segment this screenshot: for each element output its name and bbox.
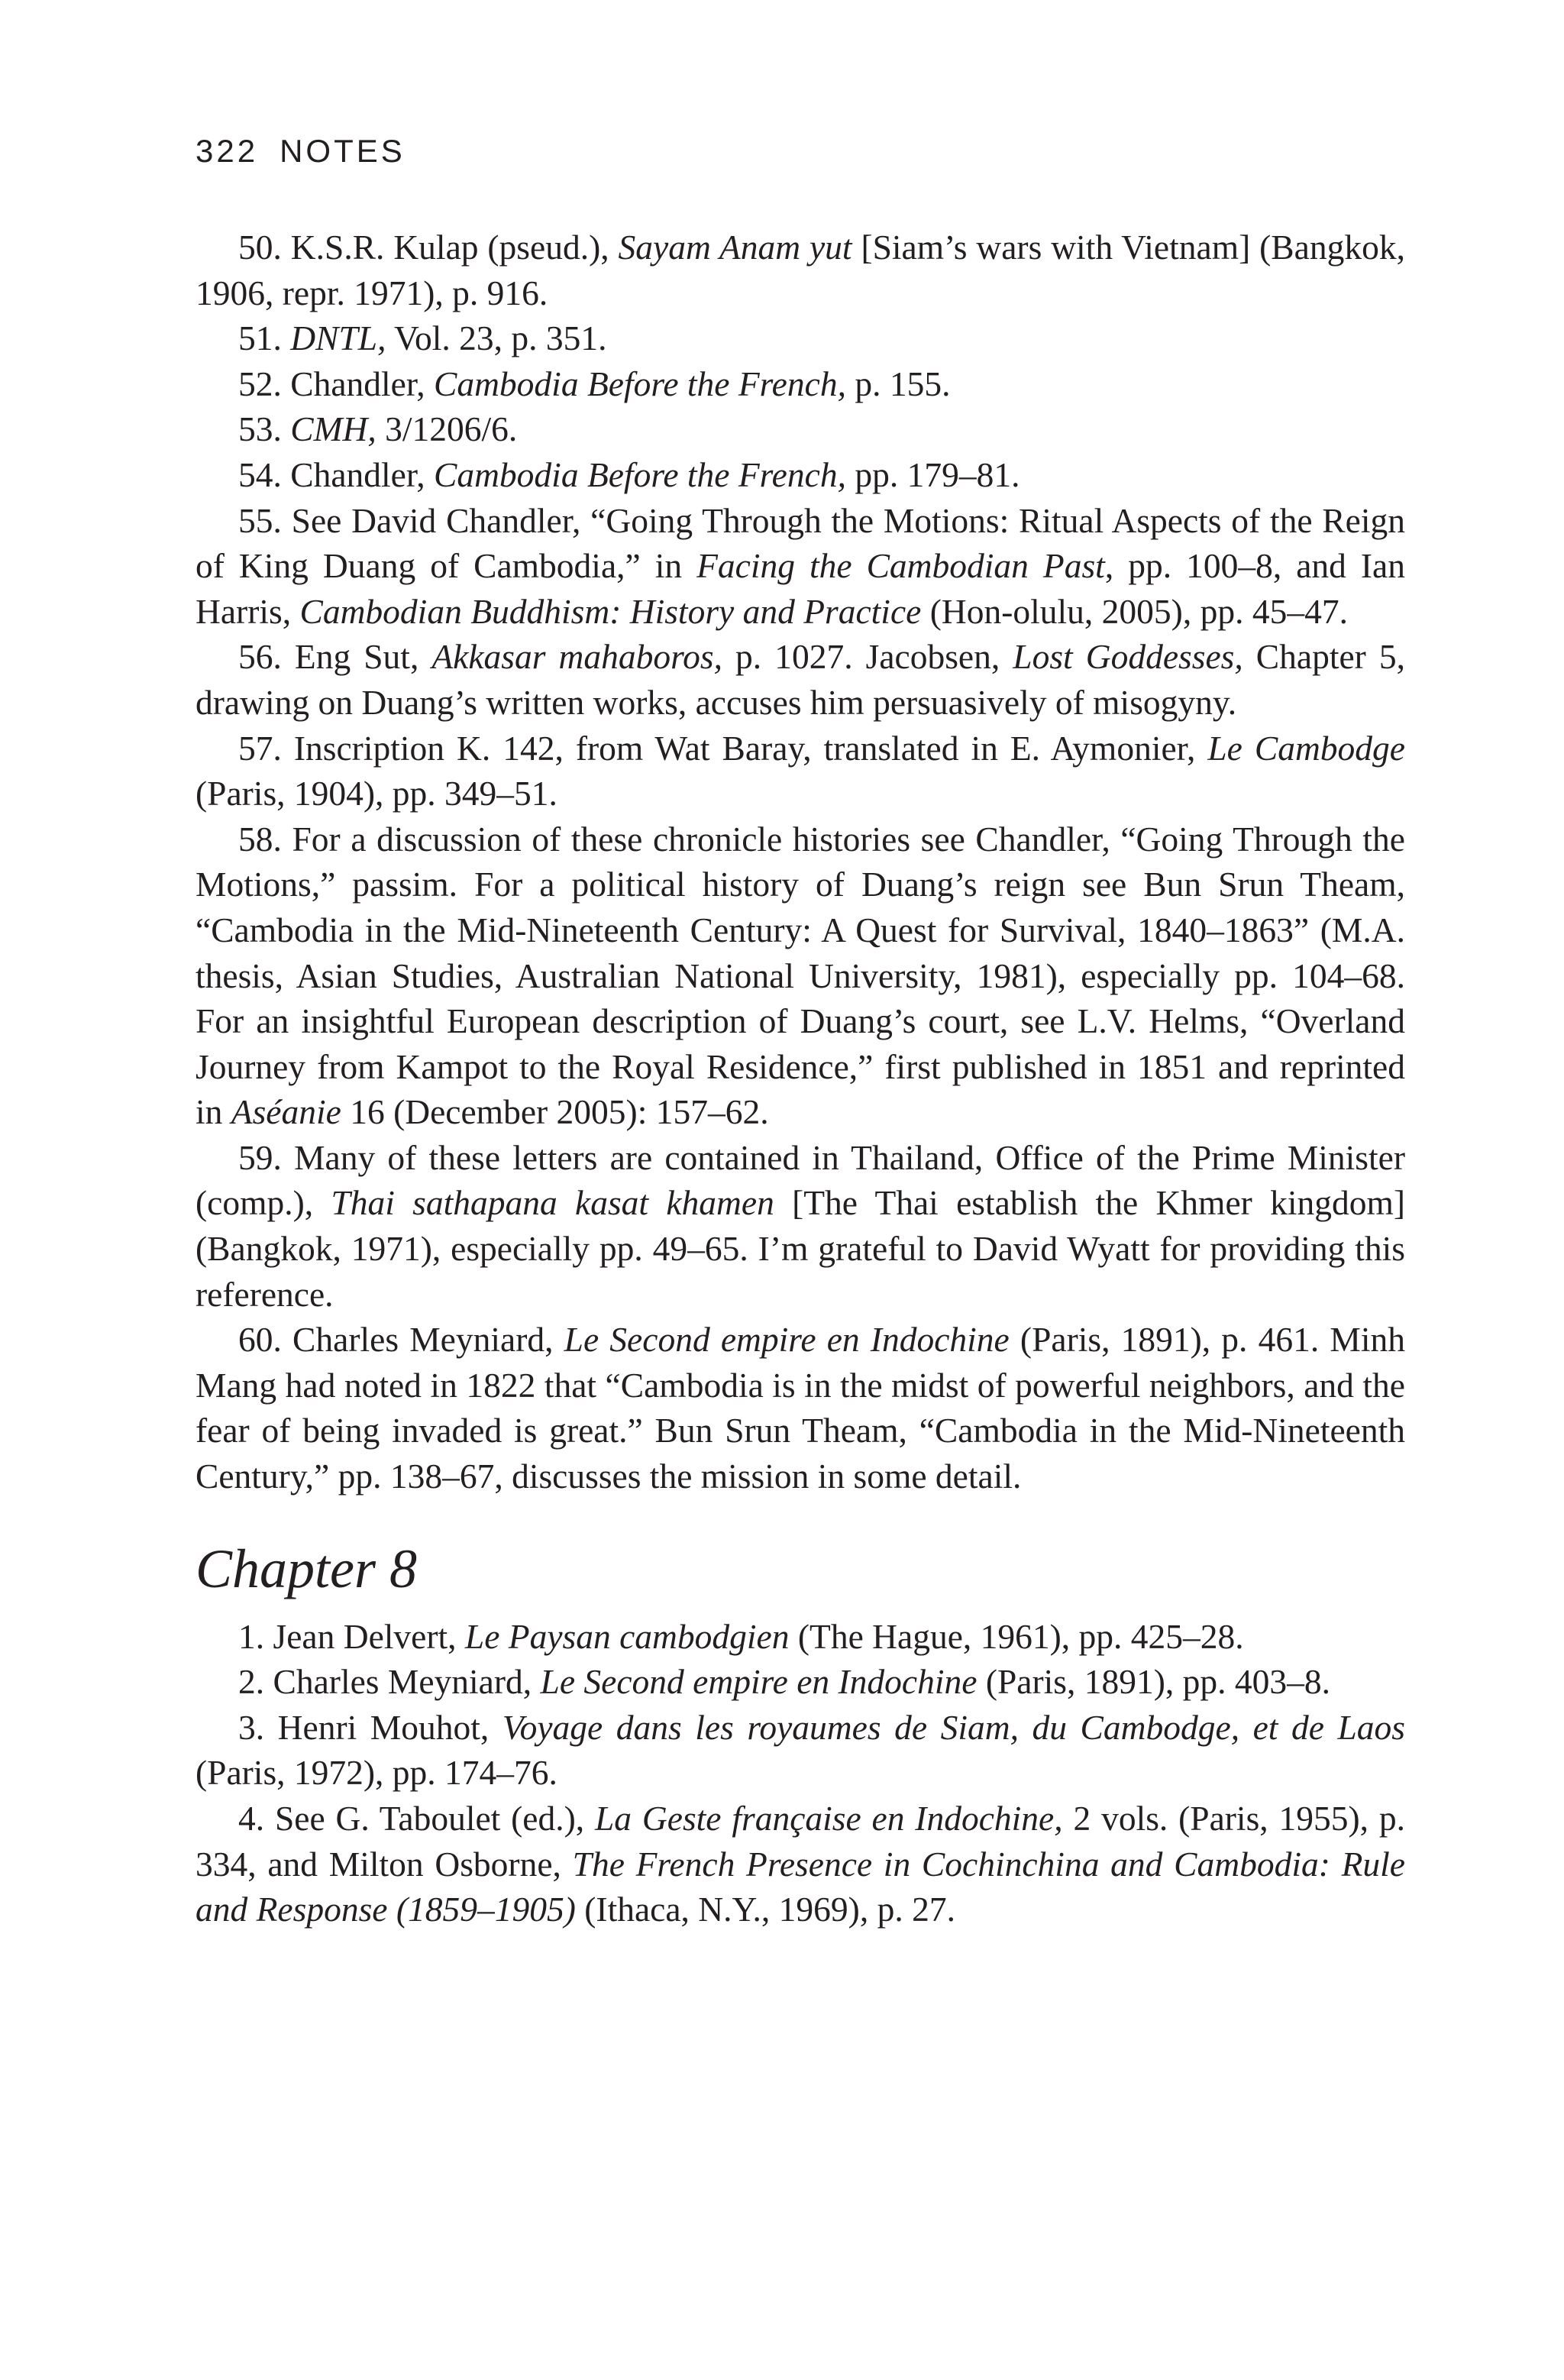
footnote-text: Many of these letters are contained in Thailand, Office of the Prime Minister (comp.), [196, 1137, 1405, 1223]
footnote-text: Inscription K. 142, from Wat Baray, translated in E. Aymonier, [281, 728, 1208, 768]
footnote-number: 54. [238, 454, 282, 494]
footnote-italic-title: Le Cambodge [1207, 728, 1406, 768]
footnote-number: 1. [238, 1616, 265, 1656]
footnote [196, 452, 1405, 498]
footnote-italic-title: Lost Goddesses, [1013, 637, 1243, 677]
footnote-text: (Paris, 1891), pp. 403–8. [977, 1662, 1331, 1702]
footnote [196, 315, 1405, 361]
footnote-text: Jean Delvert, [264, 1616, 465, 1656]
footnote-text: Chandler, [281, 454, 434, 494]
footnote-number: 57. [238, 728, 282, 768]
footnote-number: 59. [238, 1137, 282, 1177]
footnote-italic-title: The French Presence in Cochinchina and Cambodia: Rule and Response (1859–1905) [196, 1844, 1405, 1929]
footnote-number: 55. [238, 500, 282, 540]
footnote-italic-title: La Geste française en Indochine, [595, 1799, 1063, 1838]
footnote-text: Charles Meyniard, [281, 1320, 564, 1360]
footnote-number: 51. [238, 319, 282, 358]
footnote-text: [The Thai establish the Khmer kingdom] (Bangkok, 1971), especially pp. 49–65. I’m grateful to David Wyatt for providing this reference. [196, 1183, 1406, 1314]
footnote-italic-title: Le Second empire en Indochine [564, 1320, 1010, 1360]
footnote [196, 1317, 1405, 1499]
footnote-text: pp. 179–81. [845, 454, 1020, 494]
footnote-text: (Paris, 1891), p. 461. Minh Mang had noted in 1822 that “Cambodia is in the midst of powerful neighbors, and the fear of being invaded is great.” Bun Srun Theam, “Cambodia in the Mid-Nineteenth Century,” pp. 138–67, discusses the mission in some detail. [196, 1320, 1405, 1496]
footnote-text: (Paris, 1904), pp. 349–51. [196, 774, 557, 813]
footnote-text: 16 (December 2005): 157–62. [341, 1092, 769, 1132]
footnote-italic-title: Le Paysan cambodgien [464, 1616, 790, 1656]
footnote-italic-title: Thai sathapana kasat khamen [331, 1183, 774, 1223]
footnote-number: 2. [238, 1662, 265, 1702]
footnote-number: 56. [238, 637, 282, 677]
footnote-italic-title: Akkasar mahaboros, [431, 637, 722, 677]
footnote-italic-title: Cambodian Buddhism: History and Practice [299, 591, 922, 631]
footnote-italic-title: Voyage dans les royaumes de Siam, du Cambodge, et de Laos [502, 1707, 1405, 1747]
footnote-text: Vol. 23, p. 351. [386, 319, 607, 358]
footnote-number: 52. [238, 364, 282, 403]
footnote [196, 361, 1405, 407]
footnote-italic-title: Cambodia Before the French, [433, 454, 846, 494]
footnote-italic-title: CMH, [290, 409, 376, 449]
footnote [196, 1135, 1405, 1317]
section-title: NOTES [280, 133, 406, 169]
chapter-heading: Chapter 8 [196, 1538, 418, 1599]
footnote-text: 2 vols. (Paris, 1955), p. 334, and Milton Osborne, [196, 1799, 1405, 1884]
footnote [196, 1659, 1405, 1705]
footnote [196, 225, 1405, 315]
footnote-text: (Ithaca, N.Y., 1969), p. 27. [575, 1890, 955, 1929]
footnote [196, 498, 1405, 635]
footnote-italic-title: Aséanie [231, 1092, 341, 1132]
footnote-text: (The Hague, 1961), pp. 425–28. [789, 1616, 1244, 1656]
footnote-text: Eng Sut, [281, 637, 432, 677]
footnote-number: 58. [238, 819, 282, 859]
footnote [196, 634, 1405, 725]
footnote-text: p. 155. [845, 364, 951, 403]
footnote-number: 50. [238, 228, 282, 267]
footnote-number: 53. [238, 409, 282, 449]
footnote-text: p. 1027. Jacobsen, [722, 637, 1013, 677]
footnote-text [282, 409, 290, 448]
footnote-number: 60. [238, 1320, 282, 1360]
footnote-text: 3/1206/6. [376, 409, 518, 449]
footnote-text: For a discussion of these chronicle histories see Chandler, “Going Through the Motions,” passim. For a political history of Duang’s reign see Bun Srun Theam, “Cambodia in the Mid-Nineteenth Century: A Quest for Survival, 1840–1863” (M.A. thesis, Asian Studies, Australian National University, 1981), especially pp. 104–68. For an insightful European description of Duang’s court, see L.V. Helms, “Overland Journey from Kampot to the Royal Residence,” first published in 1851 and reprinted in [196, 819, 1405, 1132]
footnote-text: See David Chandler, “Going Through the Motions: Ritual Aspects of the Reign of King Duang of Cambodia,” in [196, 500, 1405, 586]
footnote [196, 406, 1405, 452]
footnote-number: 3. [238, 1707, 265, 1747]
footnote [196, 1614, 1405, 1660]
footnote [196, 817, 1405, 1135]
page [196, 128, 1405, 1932]
footnote-text: (Hon-olulu, 2005), pp. 45–47. [921, 591, 1348, 631]
footnote-text: Henri Mouhot, [264, 1707, 502, 1747]
footnote-italic-title: Sayam Anam yut [618, 228, 852, 267]
footnote-text: [Siam’s wars with Vietnam] (Bangkok, 1906, repr. 1971), p. 916. [196, 228, 1405, 312]
footnote-italic-title: DNTL, [290, 319, 386, 358]
footnote-text: See G. Taboulet (ed.), [264, 1799, 595, 1838]
footnote-text: Chapter 5, drawing on Duang’s written works, accuses him persuasively of misogyny. [196, 637, 1405, 722]
notes-before-list [196, 225, 1405, 1499]
footnote-text [282, 319, 290, 357]
footnote-text: K.S.R. Kulap (pseud.), [281, 228, 619, 267]
footnote-italic-title: Cambodia Before the French, [433, 364, 846, 403]
footnote [196, 1705, 1405, 1796]
notes-after-list [196, 1614, 1405, 1932]
footnote-text: Charles Meyniard, [264, 1662, 541, 1702]
footnote [196, 1796, 1405, 1932]
page-number: 322 [196, 133, 259, 169]
footnote-text: (Paris, 1972), pp. 174–76. [196, 1753, 557, 1793]
footnote-number: 4. [238, 1799, 265, 1838]
running-header [196, 128, 1405, 174]
footnote [196, 726, 1405, 817]
footnote-italic-title: Facing the Cambodian Past [696, 546, 1105, 586]
footnote-text: , pp. 100–8, and Ian Harris, [196, 546, 1406, 631]
footnote-text: Chandler, [281, 364, 434, 403]
footnote-italic-title: Le Second empire en Indochine [540, 1662, 978, 1702]
